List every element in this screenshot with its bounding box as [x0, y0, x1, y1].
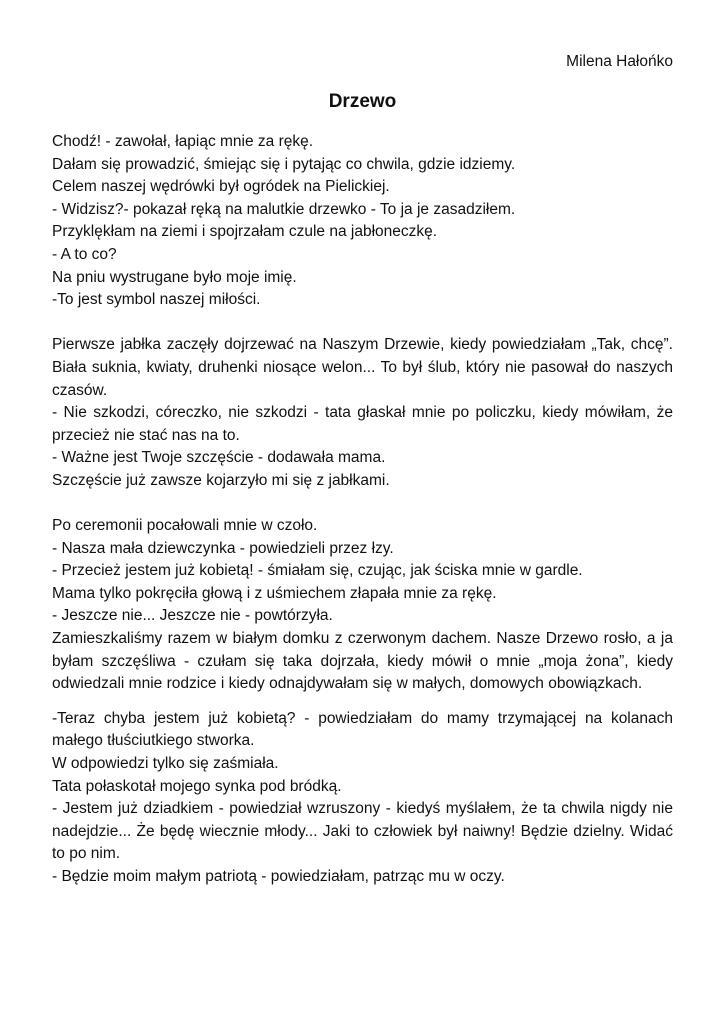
text-line: Dałam się prowadzić, śmiejąc się i pytając co chwila, gdzie idziemy.	[52, 155, 516, 173]
paragraph: Szczęście już zawsze kojarzyło mi się z jabłkami.	[52, 471, 390, 489]
author-name: Milena Hałońko	[566, 53, 673, 70]
section-1	[52, 131, 673, 312]
paragraph: W odpowiedzi tylko się zaśmiała.	[52, 755, 279, 773]
text-line: Po ceremonii pocałowali mnie w czoło.	[52, 517, 318, 535]
text-line: - Przecież jestem już kobietą! - śmiałam się, czując, jak ściska mnie w gardle.	[52, 562, 583, 580]
text-line: - A to co?	[52, 245, 117, 263]
text-line: Celem naszej wędrówki był ogródek na Pielickiej.	[52, 178, 390, 196]
text-line: Chodź! - zawołał, łapiąc mnie za rękę.	[52, 133, 314, 150]
paragraph: Pierwsze jabłka zaczęły dojrzewać na Naszym Drzewie, kiedy powiedziałam „Tak, chcę”. Biała suknia, kwiaty, druhenki niosące welon... To był ślub, który nie pasował do naszych czasów.	[52, 336, 673, 399]
section-4	[52, 708, 673, 889]
text-line: Mama tylko pokręciła głową i z uśmiechem złapała mnie za rękę.	[52, 584, 497, 602]
text-line: -To jest symbol naszej miłości.	[52, 291, 261, 309]
paragraph: - Będzie moim małym patriotą - powiedziałam, patrząc mu w oczy.	[52, 868, 505, 885]
text-line: Na pniu wystrugane było moje imię.	[52, 268, 297, 286]
paragraph: - Nie szkodzi, córeczko, nie szkodzi - tata głaskał mnie po policzku, kiedy mówiłam, że przecież nie stać nas na to.	[52, 404, 673, 444]
document-title: Drzewo	[328, 91, 397, 112]
paragraph: -Teraz chyba jestem już kobietą? - powiedziałam do mamy trzymającej na kolanach małego tłuściutkiego stworka.	[52, 709, 673, 750]
text-line: - Widzisz?- pokazał ręką na malutkie drzewko - To ja je zasadziłem.	[52, 200, 516, 218]
section-3	[52, 515, 673, 696]
text-line: - Nasza mała dziewczynka - powiedzieli przez łzy.	[52, 539, 394, 557]
section-2	[52, 334, 673, 492]
paragraph: - Ważne jest Twoje szczęście - dodawała mama.	[52, 449, 386, 467]
paragraph: Zamieszkaliśmy razem w białym domku z czerwonym dachem. Nasze Drzewo rosło, a ja byłam szczęśliwa - czułam się taka dojrzała, kiedy mówił o mnie „moja żona”, kiedy odwiedzali mnie rodzice i kiedy odnajdywałam się w małych, domowych obowiązkach.	[52, 630, 673, 693]
text-line: - Jeszcze nie... Jeszcze nie - powtórzyła.	[52, 607, 333, 625]
document-body	[52, 131, 673, 889]
text-line: Przyklękłam na ziemi i spojrzałam czule na jabłoneczkę.	[52, 223, 438, 241]
paragraph: Tata połaskotał mojego synka pod bródką.	[52, 777, 342, 795]
paragraph: - Jestem już dziadkiem - powiedział wzruszony - kiedyś myślałem, że ta chwila nigdy nie nadejdzie... Że będę wiecznie młody... Jaki to człowiek był naiwny! Będzie dzielny. Widać to po nim.	[52, 800, 673, 863]
